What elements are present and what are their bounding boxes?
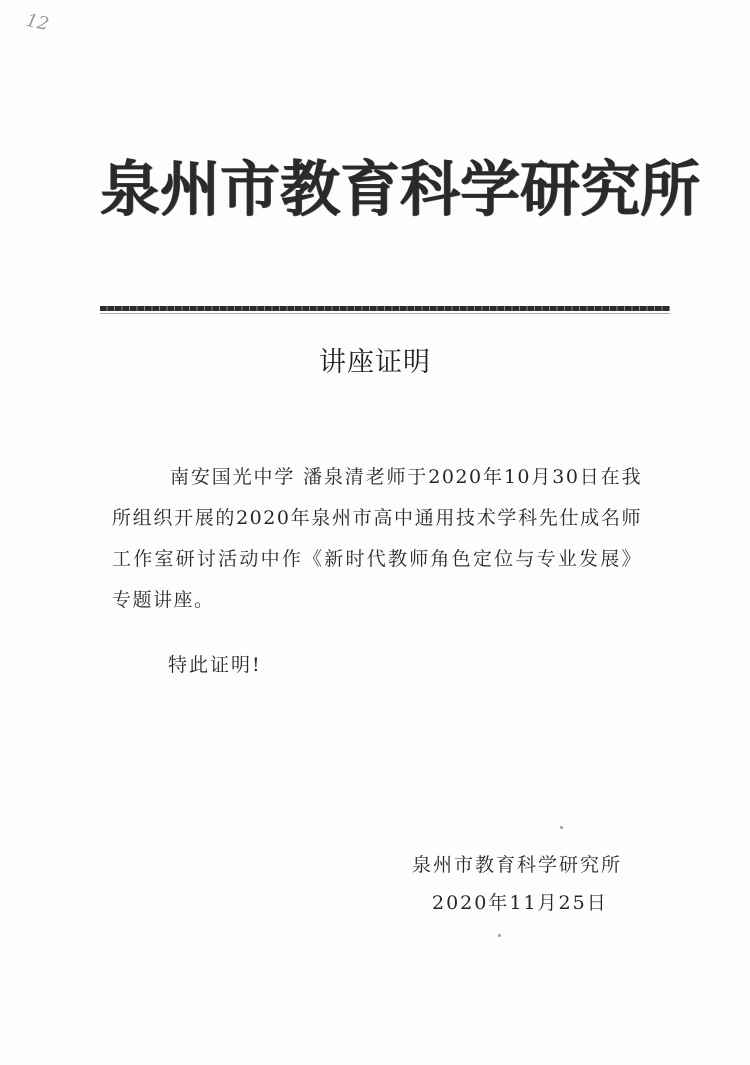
letterhead-divider <box>100 306 670 311</box>
closing-statement: 特此证明! <box>168 654 262 676</box>
certificate-body: 南安国光中学 潘泉清老师于2020年10月30日在我所组织开展的2020年泉州市高中通用技术学科先仕成名师工作室研讨活动中作《新时代教师角色定位与专业发展》专题讲座。 <box>112 466 642 611</box>
letterhead-title: 泉州市教育科学研究所 <box>100 155 700 225</box>
scan-speck <box>498 934 501 937</box>
letterhead-divider-thin <box>100 313 670 314</box>
document-title: 讲座证明 <box>319 347 431 378</box>
scan-speck <box>560 826 563 829</box>
signature-date: 2020年11月25日 <box>432 892 608 914</box>
signature-organization: 泉州市教育科学研究所 <box>412 854 623 876</box>
corner-handwritten-mark: 12 <box>24 9 51 36</box>
